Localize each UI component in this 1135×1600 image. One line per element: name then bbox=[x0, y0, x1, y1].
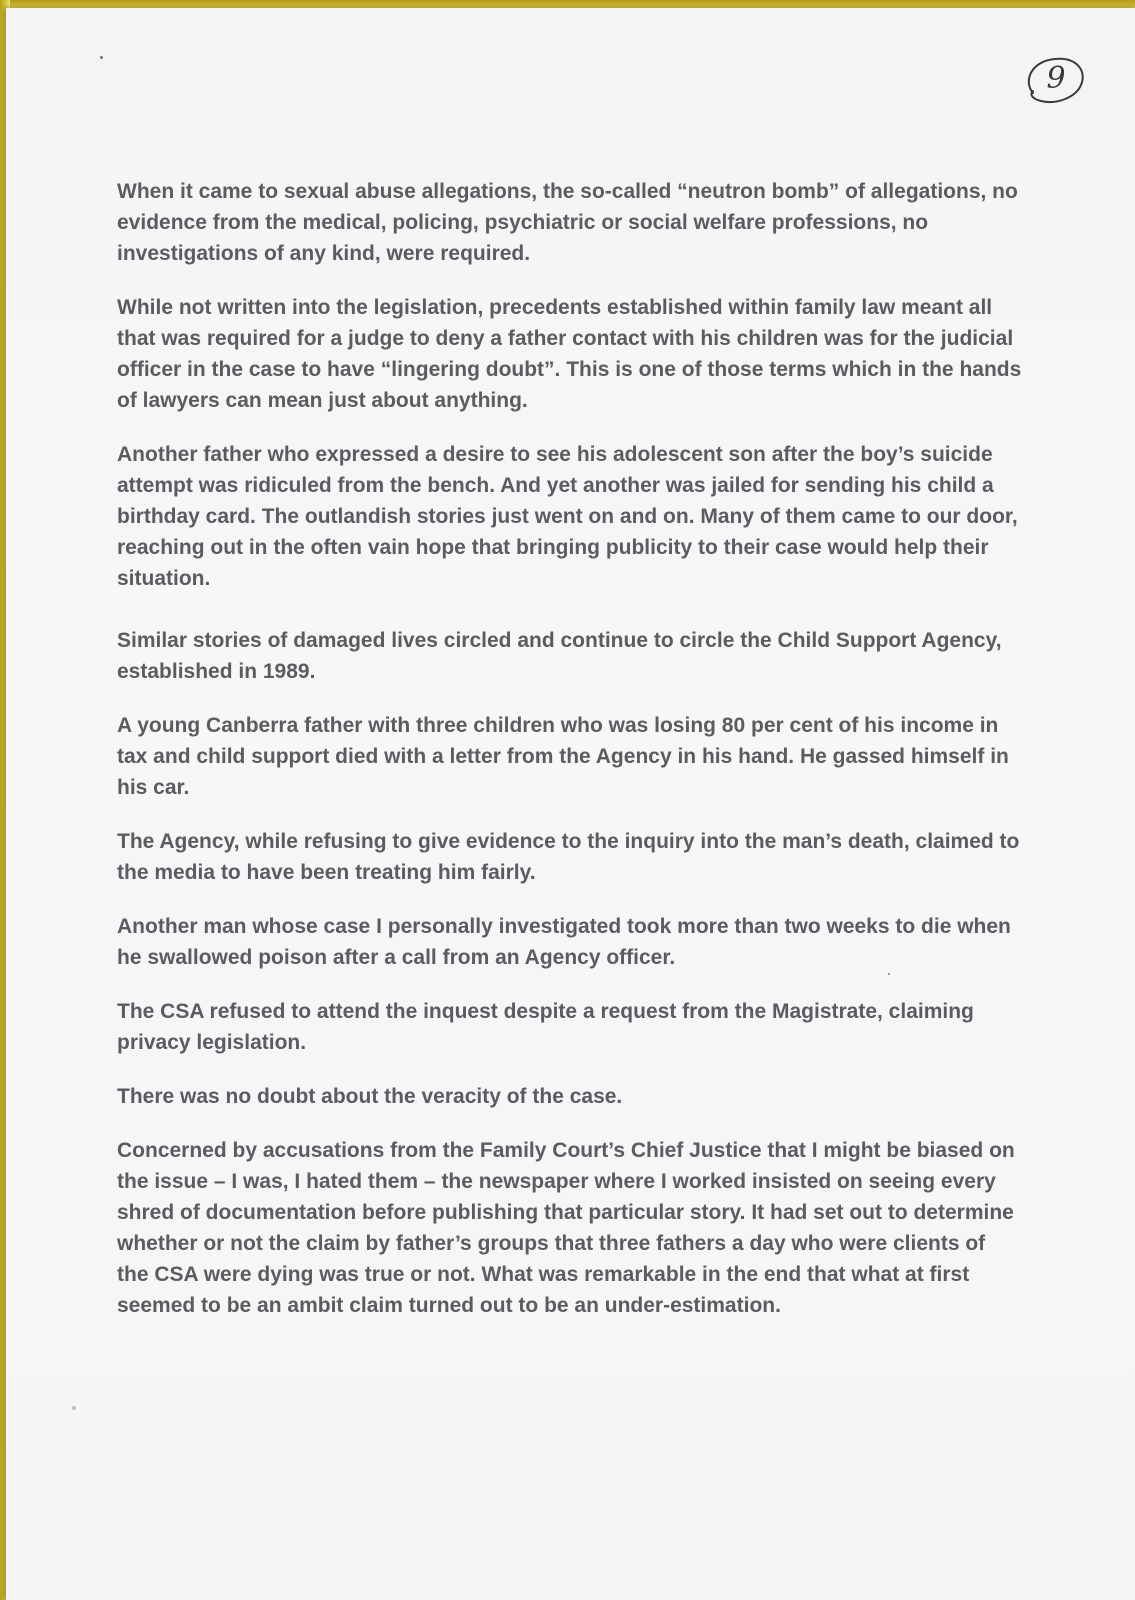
paragraph: While not written into the legislation, precedents established within family law meant all that was required for a judge to deny a father contact with his children was for the judicial officer in the case to have “lingering doubt”. This is one of those terms which in the hands of lawyers can mean just about anything. bbox=[117, 296, 1022, 412]
paragraph: Concerned by accusations from the Family Court’s Chief Justice that I might be biased on the issue – I was, I hated them – the newspaper where I worked insisted on seeing every shred of documentation before publishing that particular story. It had set out to determine whether or not the claim by father’s groups that three fathers a day who were clients of the CSA were dying was true or not. What was remarkable in the end that what at first seemed to be an ambit claim turned out to be an under-estimation. bbox=[117, 1139, 1015, 1317]
paragraph: A young Canberra father with three children who was losing 80 per cent of his income in tax and child support died with a letter from the Agency in his hand. He gassed himself in his car. bbox=[117, 714, 1009, 799]
paragraph: The Agency, while refusing to give evidence to the inquiry into the man’s death, claimed to the media to have been treating him fairly. bbox=[117, 830, 1020, 884]
scan-speck bbox=[72, 1406, 76, 1410]
paragraph: Similar stories of damaged lives circled and continue to circle the Child Support Agency, established in 1989. bbox=[117, 629, 1002, 683]
paragraph: Another man whose case I personally investigated took more than two weeks to die when he swallowed poison after a call from an Agency officer. bbox=[117, 915, 1011, 969]
scan-speck bbox=[100, 56, 103, 59]
document-page bbox=[6, 8, 1135, 1600]
paragraph: There was no doubt about the veracity of the case. bbox=[117, 1085, 623, 1108]
paragraph: When it came to sexual abuse allegations, the so-called “neutron bomb” of allegations, no evidence from the medical, policing, psychiatric or social welfare professions, no investigations of any kind, were required. bbox=[117, 180, 1018, 265]
scan-speck bbox=[888, 973, 890, 975]
paragraph: The CSA refused to attend the inquest despite a request from the Magistrate, claiming privacy legislation. bbox=[117, 1000, 974, 1054]
handwritten-page-number bbox=[1021, 53, 1091, 113]
page-number-label: 9 bbox=[1046, 60, 1066, 96]
paragraph: Another father who expressed a desire to see his adolescent son after the boy’s suicide attempt was ridiculed from the bench. And yet another was jailed for sending his child a birthday card. The outlandish stories just went on and on. Many of them came to our door, reaching out in the often vain hope that bringing publicity to their case would help their situation. bbox=[117, 443, 1018, 590]
article-body bbox=[117, 176, 1022, 1344]
